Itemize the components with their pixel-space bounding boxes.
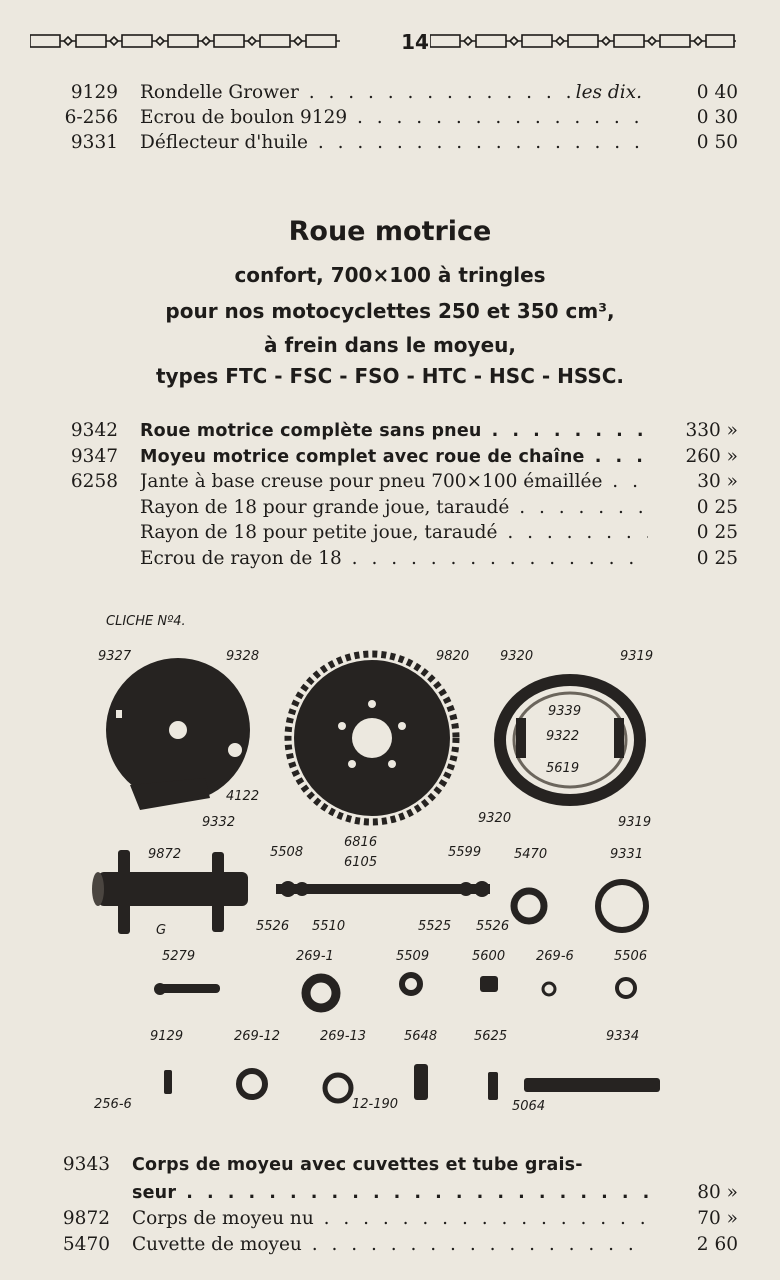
part-label: 5625 xyxy=(474,1029,508,1044)
part-label: 5599 xyxy=(448,845,482,860)
nut-drawing xyxy=(402,975,420,993)
bolt-drawing xyxy=(414,1064,428,1100)
price-row xyxy=(0,444,738,470)
hub-cup-drawing xyxy=(514,891,544,921)
part-label: 256-6 xyxy=(94,1097,132,1112)
price-row xyxy=(0,469,738,495)
part-description: Rayon de 18 pour petite joue, taraudé . . . xyxy=(140,520,648,546)
section-subtitle-line: types FTC - FSC - FSO - HTC - HSC - HSSC. xyxy=(155,364,625,388)
part-label: 9334 xyxy=(606,1029,640,1044)
bushing-drawing xyxy=(480,976,498,992)
oil-deflector-drawing xyxy=(598,882,646,930)
part-label: 5470 xyxy=(514,847,548,862)
part-description: Déflecteur d'huile . . . xyxy=(140,130,648,156)
part-description: Rondelle Grower . . . xyxy=(140,80,648,106)
part-label: 5506 xyxy=(614,949,648,964)
part-label: 5279 xyxy=(162,949,196,964)
part-price: 30 » xyxy=(697,471,738,492)
brake-lever-drawing xyxy=(154,983,220,995)
price-qualifier: les dix. xyxy=(570,80,650,106)
part-label: 6105 xyxy=(344,855,378,870)
hub-body-drawing xyxy=(92,850,248,934)
sprocket-drawing xyxy=(288,654,456,822)
price-row xyxy=(0,1206,738,1232)
part-price: 0 40 xyxy=(696,82,738,103)
part-description: Cuvette de moyeu . . . xyxy=(132,1232,648,1258)
screw-drawing xyxy=(488,1072,498,1100)
part-label: 5525 xyxy=(418,919,452,934)
price-row xyxy=(0,1180,738,1206)
part-price: 0 25 xyxy=(696,497,738,518)
price-row xyxy=(0,546,738,572)
grower-washer-drawing xyxy=(164,1070,172,1094)
part-price: 2 60 xyxy=(696,1234,738,1255)
part-label: 5064 xyxy=(512,1099,546,1114)
part-label: 9820 xyxy=(436,649,470,664)
part-description: Jante à base creuse pour pneu 700×100 émaillée . . . xyxy=(140,469,648,495)
grease-tube-drawing xyxy=(524,1078,660,1092)
washer-drawing xyxy=(306,978,336,1008)
part-number: 9872 xyxy=(62,1208,110,1229)
part-description-continued: seur . . . xyxy=(132,1180,648,1206)
price-row xyxy=(0,80,738,106)
part-label: 9331 xyxy=(610,847,644,862)
part-label: 12-190 xyxy=(352,1097,399,1112)
parts-illustration xyxy=(80,600,700,1130)
section-subtitle-line: pour nos motocyclettes 250 et 350 cm³, xyxy=(165,299,615,323)
part-label: 9872 xyxy=(148,847,182,862)
part-description: Rayon de 18 pour grande joue, taraudé . . . xyxy=(140,495,648,521)
part-label: 9332 xyxy=(202,815,236,830)
part-label: 9320 xyxy=(500,649,534,664)
part-number: 6258 xyxy=(70,471,118,492)
part-label: 4122 xyxy=(226,789,260,804)
part-number: 9343 xyxy=(62,1154,110,1175)
part-price: 0 25 xyxy=(696,522,738,543)
part-number: 9129 xyxy=(70,82,118,103)
price-row xyxy=(0,130,738,156)
part-label: 5510 xyxy=(312,919,346,934)
small-washer-drawing xyxy=(543,983,555,995)
part-label: 9319 xyxy=(620,649,654,664)
part-label: 6816 xyxy=(344,835,378,850)
part-number: 6-256 xyxy=(64,107,118,128)
part-label: 5526 xyxy=(476,919,510,934)
page-header xyxy=(30,30,736,52)
price-row xyxy=(0,418,738,444)
part-price: 0 50 xyxy=(696,132,738,153)
part-label: 9327 xyxy=(98,649,132,664)
figure-caption: CLICHE Nº4. xyxy=(106,614,186,629)
part-price: 260 » xyxy=(685,446,738,467)
part-price: 80 » xyxy=(697,1182,738,1203)
part-label: 9319 xyxy=(618,815,652,830)
part-label: 5508 xyxy=(270,845,304,860)
ornament-band-left xyxy=(30,34,340,48)
part-description: Corps de moyeu nu . . . xyxy=(132,1206,648,1232)
part-description: Corps de moyeu avec cuvettes et tube grais- xyxy=(132,1155,583,1175)
part-label: 5600 xyxy=(472,949,506,964)
part-number: 5470 xyxy=(62,1234,110,1255)
washer-drawing xyxy=(325,1075,351,1101)
part-number: 9331 xyxy=(70,132,118,153)
part-number: 9342 xyxy=(70,420,118,441)
part-label: 5509 xyxy=(396,949,430,964)
part-description: Ecrou de rayon de 18 . . . xyxy=(140,546,648,572)
part-description: Ecrou de boulon 9129 . . . xyxy=(140,105,648,131)
part-label: 9328 xyxy=(226,649,260,664)
ring-drawing xyxy=(617,979,635,997)
part-label: 269-13 xyxy=(320,1029,367,1044)
brake-plate-drawing xyxy=(106,658,250,810)
part-label: 9320 xyxy=(478,811,512,826)
part-price: 0 30 xyxy=(696,107,738,128)
price-row xyxy=(0,1152,738,1178)
price-row xyxy=(0,105,738,131)
part-label: 9322 xyxy=(546,729,580,744)
price-row xyxy=(0,1232,738,1258)
section-subtitle-line: confort, 700×100 à tringles xyxy=(234,263,546,287)
part-label: 9339 xyxy=(548,704,582,719)
part-label: 5648 xyxy=(404,1029,438,1044)
part-number: 9347 xyxy=(70,446,118,467)
part-label: 9129 xyxy=(150,1029,184,1044)
part-price: 0 25 xyxy=(696,548,738,569)
section-title: Roue motrice xyxy=(288,216,492,247)
part-label: 5619 xyxy=(546,761,580,776)
washer-drawing xyxy=(239,1071,265,1097)
price-row xyxy=(0,495,738,521)
ornament-band-right xyxy=(430,34,736,48)
part-price: 330 » xyxy=(685,420,738,441)
price-row xyxy=(0,520,738,546)
part-label: 5526 xyxy=(256,919,290,934)
part-label: 269-6 xyxy=(536,949,574,964)
part-price: 70 » xyxy=(697,1208,738,1229)
part-label: G xyxy=(156,923,167,938)
part-description: Roue motrice complète sans pneu . . . xyxy=(140,418,648,444)
axle-drawing xyxy=(276,881,490,897)
page-number: 14 xyxy=(401,30,429,54)
part-label: 269-12 xyxy=(234,1029,281,1044)
section-subtitle-line: à frein dans le moyeu, xyxy=(264,333,516,357)
part-description: Moyeu motrice complet avec roue de chaîne . . . xyxy=(140,444,648,470)
part-label: 269-1 xyxy=(296,949,334,964)
